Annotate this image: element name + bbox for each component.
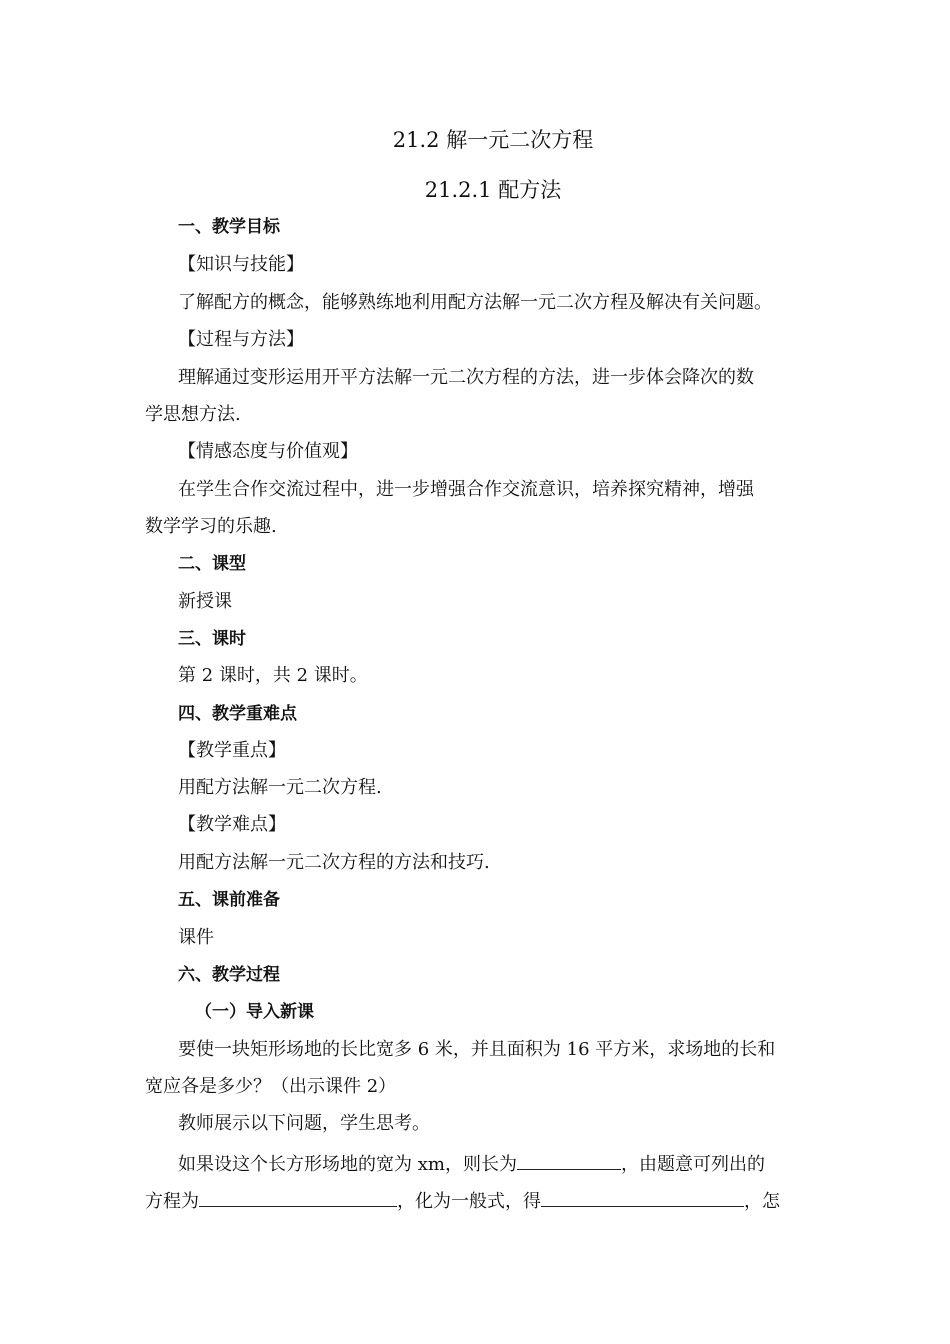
- paragraph-preparation: 课件: [178, 927, 214, 948]
- fill-blank-length: [517, 1150, 621, 1170]
- paragraph-question-line2: [145, 1187, 780, 1214]
- question-text-part4: ，化为一般式，得: [397, 1191, 541, 1212]
- label-emotion-values: 【情感态度与价值观】: [178, 441, 358, 462]
- fill-blank-equation: [199, 1187, 397, 1207]
- paragraph-emotion-line1: 在学生合作交流过程中，进一步增强合作交流意识，培养探究精神，增强: [178, 479, 754, 500]
- section-heading-preparation: 五、课前准备: [178, 890, 280, 910]
- paragraph-lesson-type: 新授课: [178, 591, 232, 612]
- section-heading-teaching-process: 六、教学过程: [178, 965, 280, 985]
- label-knowledge-skills: 【知识与技能】: [178, 254, 304, 275]
- paragraph-question-line1: [178, 1150, 765, 1177]
- label-teaching-key: 【教学重点】: [178, 740, 286, 761]
- paragraph-emotion-line2: 数学学习的乐趣.: [145, 516, 277, 537]
- paragraph-problem-line2: 宽应各是多少？（出示课件 2）: [145, 1076, 397, 1097]
- paragraph-problem-line1: 要使一块矩形场地的长比宽多 6 米，并且面积为 16 平方米，求场地的长和: [178, 1039, 776, 1060]
- paragraph-class-hours: 第 2 课时，共 2 课时。: [178, 665, 368, 686]
- section-heading-class-hours: 三、课时: [178, 629, 246, 649]
- paragraph-teaching-difficult: 用配方法解一元二次方程的方法和技巧.: [178, 852, 490, 873]
- subsection-heading-introduction: （一）导入新课: [195, 1002, 314, 1022]
- section-heading-key-difficult: 四、教学重难点: [178, 704, 297, 724]
- label-teaching-difficult: 【教学难点】: [178, 814, 286, 835]
- paragraph-teacher-shows: 教师展示以下问题，学生思考。: [178, 1113, 430, 1134]
- label-process-methods: 【过程与方法】: [178, 329, 304, 350]
- fill-blank-general-form: [541, 1187, 744, 1207]
- paragraph-process-line1: 理解通过变形运用开平方法解一元二次方程的方法，进一步体会降次的数: [178, 367, 754, 388]
- question-text-part2: ，由题意可列出的: [620, 1154, 765, 1175]
- question-text-part1: 如果设这个长方形场地的宽为 xm，则长为: [178, 1154, 517, 1175]
- document-title: 21.2 解一元二次方程: [392, 128, 594, 152]
- paragraph-teaching-key: 用配方法解一元二次方程.: [178, 777, 382, 798]
- paragraph-process-line2: 学思想方法.: [145, 404, 241, 425]
- section-heading-lesson-type: 二、课型: [178, 554, 246, 574]
- question-text-part5: ，怎: [744, 1191, 780, 1212]
- document-subtitle: 21.2.1 配方法: [424, 178, 562, 202]
- section-heading-objectives: 一、教学目标: [178, 217, 280, 237]
- question-text-part3: 方程为: [145, 1191, 199, 1212]
- paragraph-knowledge-skills: 了解配方的概念，能够熟练地利用配方法解一元二次方程及解决有关问题。: [178, 292, 772, 313]
